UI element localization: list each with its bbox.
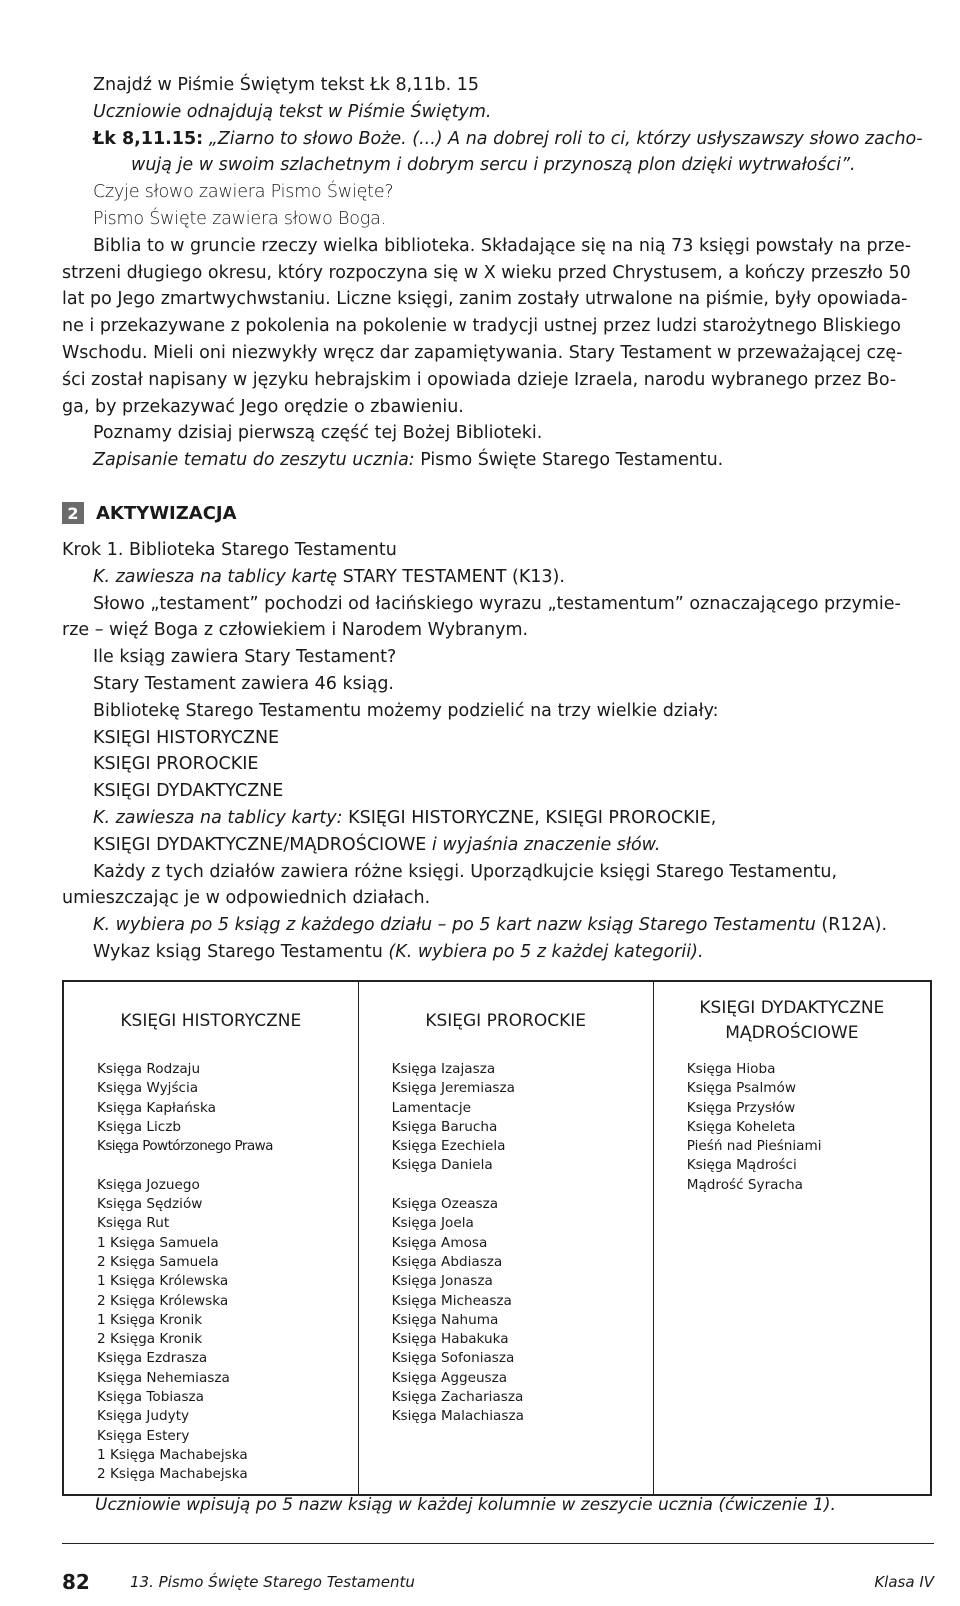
list-caption-note: (K. wybiera po 5 z każdej kategorii).	[382, 941, 704, 962]
book-list-item: 1 Księga Królewska	[97, 1273, 229, 1290]
book-list-item: Księga Wyjścia	[97, 1080, 199, 1097]
step-heading: Krok 1. Biblioteka Starego Testamentu	[62, 540, 397, 560]
teacher-action: K. zawiesza na tablicy karty:	[93, 807, 343, 828]
group-spacer	[97, 1156, 358, 1175]
historical-books-cell	[63, 1060, 358, 1495]
teacher-action: K. wybiera po 5 ksiąg z każdego działu – po 5 kart nazw ksiąg Starego Testamentu	[93, 915, 816, 936]
old-testament-books-table	[62, 980, 932, 1496]
scripture-reference: Łk 8,11.15:	[93, 128, 204, 149]
bible-paragraph	[62, 233, 934, 421]
page-number: 82	[62, 1570, 90, 1594]
scripture-quote-line	[62, 126, 934, 153]
paragraph-line: Wschodu. Mieli oni niezwykły wręcz dar zapamiętywania. Stary Testament w przeważającej czę-	[62, 342, 903, 363]
book-list-item: Księga Ezdrasza	[97, 1350, 208, 1367]
teacher-action-line	[62, 805, 934, 832]
paragraph-line: Bibliotekę Starego Testamentu możemy podzielić na trzy wielkie działy:	[93, 700, 719, 721]
didactic-books-cell	[653, 1060, 931, 1495]
column-header-prophetic: KSIĘGI PROROCKIE	[358, 981, 653, 1060]
card-names: KSIĘGI DYDAKTYCZNE/MĄDROŚCIOWE	[93, 834, 427, 855]
book-list-item: Księga Nahuma	[391, 1311, 499, 1328]
teacher-action-line	[62, 832, 934, 859]
teacher-action-line	[62, 912, 934, 939]
topic-label: Zapisanie tematu do zeszytu ucznia:	[93, 450, 415, 471]
book-list-item: Księga Judyty	[97, 1408, 190, 1425]
book-list-item: Księga Psalmów	[686, 1080, 796, 1097]
book-list-item: 2 Księga Kronik	[97, 1331, 203, 1348]
teacher-action: i wyjaśnia znaczenie słów.	[426, 834, 661, 855]
instruction-line: Znajdź w Piśmie Świętym tekst Łk 8,11b. 15	[93, 75, 479, 95]
book-list-item: Księga Sofoniasza	[391, 1350, 515, 1367]
teacher-action: K. zawiesza na tablicy kartę	[93, 566, 338, 587]
book-list-item: Księga Abdiasza	[391, 1253, 503, 1270]
lesson-intro-line: Poznamy dzisiaj pierwszą część tej Bożej Biblioteki.	[93, 423, 543, 444]
chapter-title: 13. Pismo Święte Starego Testamentu	[130, 1573, 415, 1591]
book-list-item: Mądrość Syracha	[686, 1176, 803, 1193]
book-list-item: Księga Mądrości	[686, 1157, 797, 1174]
section-heading	[62, 502, 237, 524]
question-line: Ile ksiąg zawiera Stary Testament?	[93, 647, 397, 668]
question-line: Czyje słowo zawiera Pismo Święte?	[93, 182, 394, 203]
card-name: STARY TESTAMENT (K13).	[337, 566, 565, 587]
paragraph-line: ści został napisany w języku hebrajskim i opowiada dzieje Izraela, narodu wybranego przez Bo-	[62, 369, 897, 390]
book-list-item: Księga Koheleta	[686, 1118, 796, 1135]
scripture-quote: „Ziarno to słowo Boże. (...) A na dobrej roli to ci, którzy usłyszawszy słowo zacho-	[203, 128, 923, 149]
book-list-item: Księga Joela	[391, 1215, 474, 1232]
book-list-item: 1 Księga Samuela	[97, 1234, 219, 1251]
book-list-item: Księga Zachariasza	[391, 1389, 524, 1406]
section-title: AKTYWIZACJA	[96, 502, 237, 524]
didactic-books-list	[687, 1060, 930, 1195]
book-list-item: Księga Nehemiasza	[97, 1369, 230, 1386]
historical-books-list	[97, 1060, 358, 1485]
book-list-item: Księga Rut	[97, 1215, 170, 1232]
book-list-item: Księga Jonasza	[391, 1273, 493, 1290]
lesson-topic-line	[62, 447, 934, 474]
topic-text: Pismo Święte Starego Testamentu.	[414, 450, 724, 471]
section-number-badge: 2	[62, 502, 84, 524]
paragraph-line: Słowo „testament” pochodzi od łacińskiego wyrazu „testamentum” oznaczającego przymie-	[93, 593, 901, 614]
book-list-item: Księga Ezechiela	[391, 1138, 506, 1155]
table-body-row	[63, 1060, 931, 1495]
book-list-item: Księga Przysłów	[686, 1099, 796, 1116]
prophetic-books-cell	[358, 1060, 653, 1495]
book-list-item: Pieśń nad Pieśniami	[686, 1138, 822, 1155]
class-label: Klasa IV	[874, 1573, 934, 1591]
book-list-item: 1 Księga Kronik	[97, 1311, 203, 1328]
book-list-item: Księga Jozuego	[97, 1176, 200, 1193]
step-block	[62, 537, 934, 966]
footer-divider	[62, 1543, 934, 1544]
intro-block	[62, 72, 934, 474]
book-list-item: Księga Jeremiasza	[391, 1080, 515, 1097]
card-code: (R12A).	[815, 915, 888, 936]
table-header-row	[63, 981, 931, 1060]
book-list-item: Księga Kapłańska	[97, 1099, 216, 1116]
book-list-item: 1 Księga Machabejska	[97, 1446, 248, 1463]
book-list-item: Księga Daniela	[391, 1157, 493, 1174]
book-list-item: Księga Ozeasza	[391, 1196, 499, 1213]
answer-line: Pismo Święte zawiera słowo Boga.	[93, 208, 386, 229]
answer-line: Stary Testament zawiera 46 ksiąg.	[93, 673, 394, 694]
book-list-item: 2 Księga Machabejska	[97, 1466, 248, 1483]
teacher-action-line	[62, 564, 934, 591]
book-list-item: Księga Malachiasza	[391, 1408, 524, 1425]
student-task-note: Uczniowie wpisują po 5 nazw ksiąg w każdej kolumnie w zeszycie ucznia (ćwiczenie 1).	[95, 1495, 836, 1515]
book-list-item: Księga Rodzaju	[97, 1061, 201, 1077]
book-list-item: Księga Tobiasza	[97, 1389, 205, 1406]
student-action-line: Uczniowie odnajdują tekst w Piśmie Świętym.	[93, 101, 492, 122]
book-list-item: Księga Powtórzonego Prawa	[97, 1138, 273, 1155]
book-list-item: Lamentacje	[391, 1099, 472, 1116]
book-list-item: Księga Hioba	[686, 1061, 776, 1077]
book-list-item: Księga Aggeusza	[391, 1369, 508, 1386]
column-header-didactic: KSIĘGI DYDAKTYCZNE MĄDROŚCIOWE	[699, 998, 885, 1043]
scripture-quote-continued: wują je w swoim szlachetnym i dobrym sercu i przynoszą plon dzięki wytrwałości”.	[131, 155, 856, 176]
book-list-item: Księga Habakuka	[391, 1331, 509, 1348]
list-caption-text: Wykaz ksiąg Starego Testamentu	[93, 941, 383, 962]
book-list-item: 2 Księga Królewska	[97, 1292, 229, 1309]
paragraph-line: rze – więź Boga z człowiekiem i Narodem Wybranym.	[62, 620, 529, 641]
paragraph-line: ga, by przekazywać Jego orędzie o zbawieniu.	[62, 396, 464, 417]
prophetic-books-list	[392, 1060, 653, 1427]
paragraph-line: umieszczając je w odpowiednich działach.	[62, 888, 431, 909]
book-list-item: Księga Izajasza	[391, 1061, 496, 1077]
book-list-item: Księga Micheasza	[391, 1292, 512, 1309]
book-list-item: Księga Barucha	[391, 1118, 498, 1135]
paragraph-line: lat po Jego zmartwychwstaniu. Liczne księgi, zanim zostały utrwalone na piśmie, były opowiada-	[62, 289, 908, 310]
book-list-item: Księga Liczb	[97, 1118, 182, 1135]
category-line: KSIĘGI PROROCKIE	[93, 754, 259, 775]
category-line: KSIĘGI DYDAKTYCZNE	[93, 781, 284, 802]
paragraph-line: Każdy z tych działów zawiera różne księgi. Uporządkujcie księgi Starego Testamentu,	[93, 861, 838, 882]
book-list-item: Księga Estery	[97, 1427, 190, 1444]
column-header-historical: KSIĘGI HISTORYCZNE	[120, 1010, 302, 1031]
group-spacer	[392, 1176, 653, 1195]
paragraph-line: Biblia to w gruncie rzeczy wielka biblioteka. Składające się na nią 73 księgi powstały na prze-	[93, 235, 912, 256]
book-list-item: Księga Amosa	[391, 1234, 488, 1251]
paragraph-line: strzeni długiego okresu, który rozpoczyna się w X wieku przed Chrystusem, a kończy przeszło 50	[62, 262, 911, 283]
category-line: KSIĘGI HISTORYCZNE	[93, 727, 280, 748]
card-names: KSIĘGI HISTORYCZNE, KSIĘGI PROROCKIE,	[342, 807, 717, 828]
book-list-item: 2 Księga Samuela	[97, 1253, 219, 1270]
book-list-item: Księga Sędziów	[97, 1196, 203, 1213]
paragraph-line: ne i przekazywane z pokolenia na pokolenie w tradycji ustnej przez ludzi starożytnego Bliskiego	[62, 316, 901, 337]
list-caption	[62, 939, 934, 966]
